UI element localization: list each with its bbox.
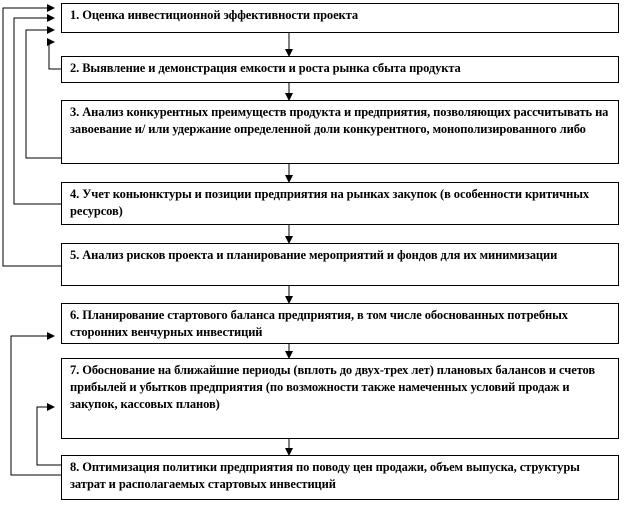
step-4-text: 4. Учет коньюнктуры и позиции предприятия на рынках закупок (в особенности критичных ресурсов)	[70, 187, 590, 218]
step-6-box	[61, 303, 619, 344]
step-6-text: 6. Планирование стартового баланса предприятия, в том числе обоснованных потребных сторонних венчурных инвестиций	[70, 308, 568, 339]
step-2-box	[61, 56, 619, 83]
feedback-step8-to-step7	[37, 407, 61, 465]
step-1-text: 1. Оценка инвестиционной эффективности проекта	[70, 8, 358, 22]
feedback-step3-to-step1	[26, 30, 61, 158]
feedback-step8-to-step6	[11, 336, 61, 475]
step-3-text: 3. Анализ конкурентных преимуществ продукта и предприятия, позволяющих рассчитывать на завоевание и/ или удержание определенной доли конкурентного, монополизированного либо	[70, 105, 609, 136]
step-4-box	[61, 182, 619, 225]
step-7-box	[61, 358, 619, 439]
step-5-box	[61, 243, 619, 286]
step-8-text: 8. Оптимизация политики предприятия по поводу цен продажи, объем выпуска, структуры затрат и располагаемых стартовых инвестиций	[70, 460, 580, 491]
step-3-box	[61, 100, 619, 164]
feedback-step2-to-step1	[49, 42, 61, 69]
step-1-box	[61, 3, 619, 33]
feedback-step5-to-step1	[3, 8, 61, 266]
step-2-text: 2. Выявление и демонстрация емкости и роста рынка сбыта продукта	[70, 61, 461, 75]
step-8-box	[61, 455, 619, 500]
step-5-text: 5. Анализ рисков проекта и планирование мероприятий и фондов для их минимизации	[70, 248, 558, 262]
feedback-step4-to-step1	[14, 18, 61, 204]
step-7-text: 7. Обоснование на ближайшие периоды (вплоть до двух-трех лет) плановых балансов и счетов прибылей и убытков предприятия (по возможности также намеченных условий продаж и закупок, кассовых планов)	[70, 363, 596, 411]
